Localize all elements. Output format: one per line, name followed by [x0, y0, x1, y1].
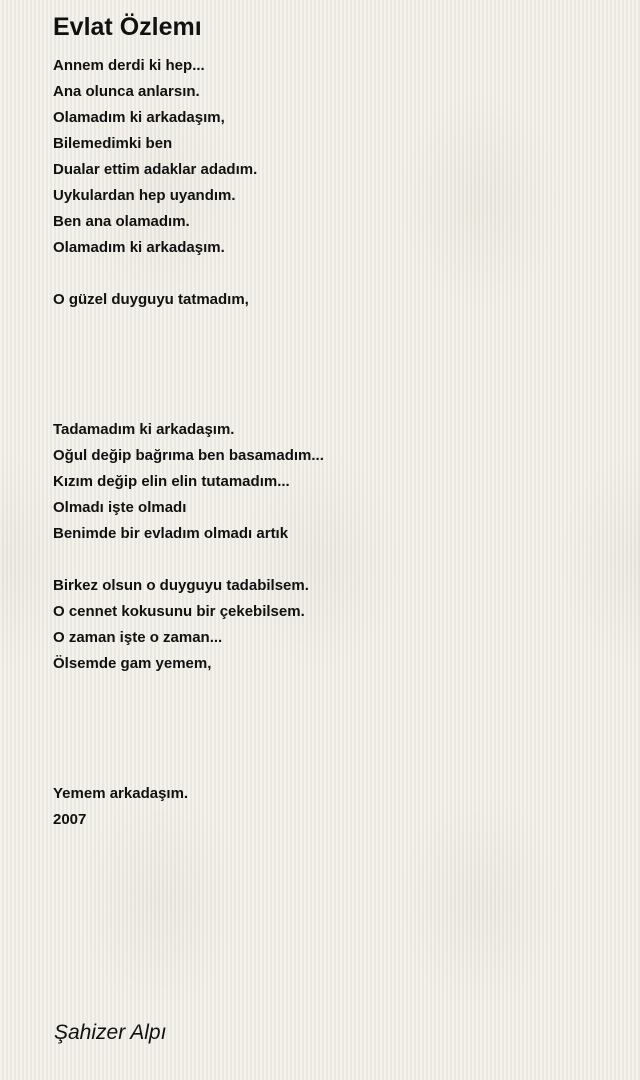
poem-body: [53, 53, 613, 833]
poem-line: Olmadı işte olmadı: [53, 499, 187, 516]
poem-line: Olamadım ki arkadaşım,: [53, 109, 225, 126]
poem-line: Dualar ettim adaklar adadım.: [53, 161, 258, 178]
poem-blank-line: [53, 261, 613, 287]
poem-line: Kızım değip elin elin tutamadım...: [53, 473, 290, 490]
poem-blank-line: [53, 703, 613, 729]
poem-author: Şahizer Alpı: [54, 1021, 167, 1044]
poem-blank-line: [53, 339, 613, 365]
poem-blank-line: [53, 547, 613, 573]
poem-line: Benimde bir evladım olmadı artık: [53, 525, 289, 542]
poem-line: Bilemedimki ben: [53, 135, 173, 152]
poem-line: Ana olunca anlarsın.: [53, 83, 200, 100]
poem-year: 2007: [53, 811, 87, 828]
poem-blank-line: [53, 729, 613, 755]
poem-line: Oğul değip bağrıma ben basamadım...: [53, 447, 324, 464]
poem-line: Birkez olsun o duyguyu tadabilsem.: [53, 577, 309, 594]
poem-line: Tadamadım ki arkadaşım.: [53, 421, 235, 438]
poem-line: Ölsemde gam yemem,: [53, 655, 212, 672]
poem-blank-line: [53, 755, 613, 781]
poem-title: Evlat Özlemı: [53, 13, 202, 41]
poem-blank-line: [53, 365, 613, 391]
poem-line: Uykulardan hep uyandım.: [53, 187, 236, 204]
poem-blank-line: [53, 391, 613, 417]
poem-line: Annem derdi ki hep...: [53, 57, 205, 74]
poem-blank-line: [53, 313, 613, 339]
poem-line: O cennet kokusunu bir çekebilsem.: [53, 603, 305, 620]
poem-line: O zaman işte o zaman...: [53, 629, 223, 646]
poem-line: Ben ana olamadım.: [53, 213, 190, 230]
poem-line: Yemem arkadaşım.: [53, 785, 189, 802]
poem-line: Olamadım ki arkadaşım.: [53, 239, 225, 256]
poem-blank-line: [53, 677, 613, 703]
poem-line: O güzel duyguyu tatmadım,: [53, 291, 249, 308]
